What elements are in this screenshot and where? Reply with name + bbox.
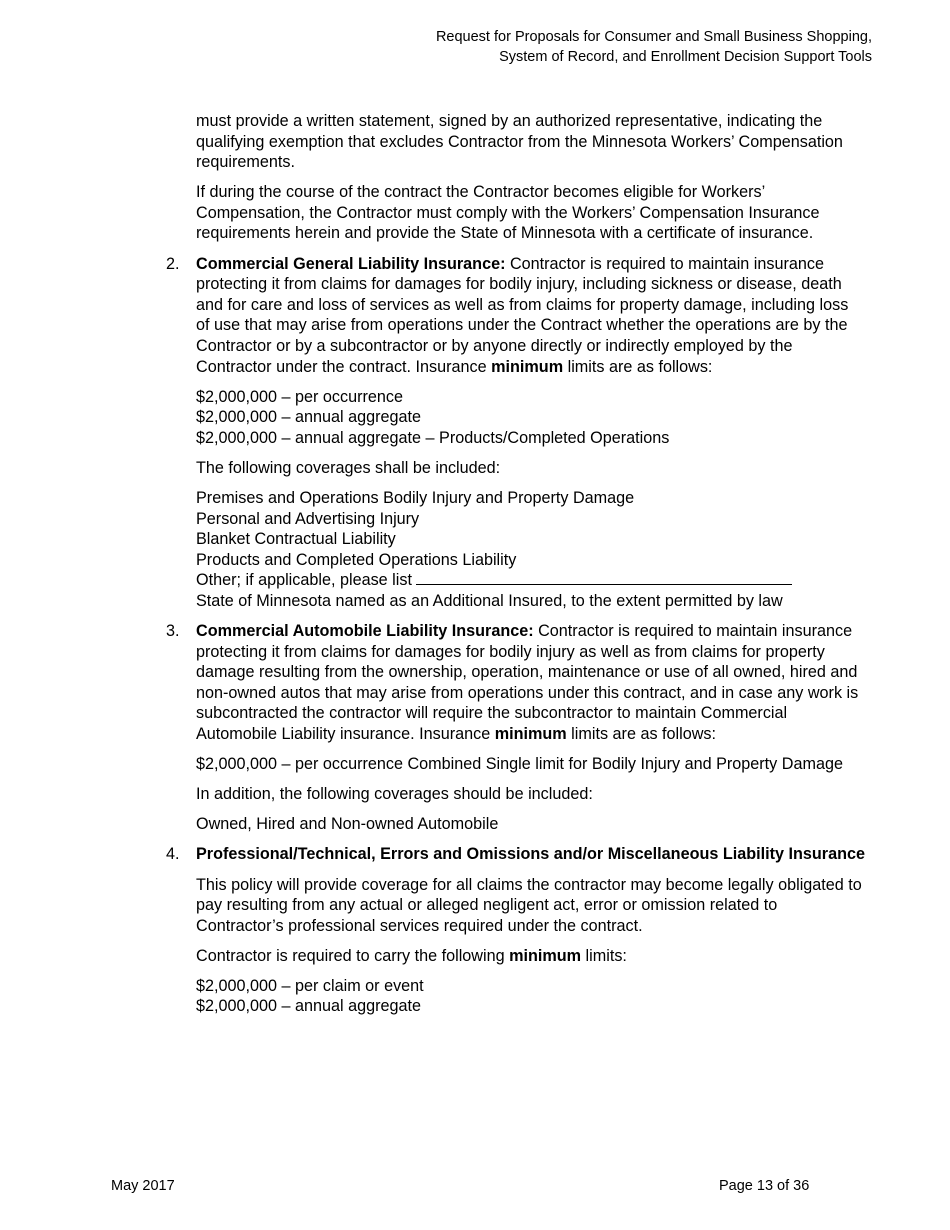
other-coverage-line	[196, 570, 866, 591]
item-title: Commercial Automobile Liability Insurance:	[196, 622, 534, 641]
item-paragraph	[196, 254, 866, 378]
limits-list	[196, 976, 866, 1017]
header-line-2: System of Record, and Enrollment Decision Support Tools	[499, 49, 872, 65]
other-label: Other; if applicable, please list	[196, 571, 417, 590]
item-number: 3.	[166, 622, 180, 641]
item-title: Professional/Technical, Errors and Omissions and/or Miscellaneous Liability Insurance	[196, 845, 865, 864]
item-body-text: Contractor is required to maintain insurance protecting it from claims for damages for bodily injury, including sickness or disease, death and for care and loss of services as well as from claims for property damage, including loss of use that may arise from operations under the Contract whether the operations are by the Contractor or by a subcontractor or by anyone directly or indirectly employed by the Contractor under the contract. Insurance	[196, 254, 849, 376]
minimum-emphasis: minimum	[494, 725, 567, 744]
footer-date: May 2017	[111, 1178, 175, 1194]
item-title-paragraph	[196, 844, 866, 865]
limits-intro-text-end: limits:	[581, 946, 627, 965]
coverage-line: Premises and Operations Bodily Injury and Property Damage	[196, 489, 635, 507]
coverage-line: Products and Completed Operations Liability	[196, 550, 517, 569]
header-line-1: Request for Proposals for Consumer and Small Business Shopping,	[435, 29, 872, 45]
footer-page-number: Page 13 of 36	[719, 1178, 810, 1194]
minimum-emphasis: minimum	[491, 357, 564, 376]
limit-line: $2,000,000 – per occurrence	[196, 387, 403, 406]
coverage-line: State of Minnesota named as an Additional Insured, to the extent permitted by law	[196, 591, 783, 610]
limit-line: $2,000,000 – annual aggregate – Products/Completed Operations	[196, 428, 670, 447]
limit-line: $2,000,000 – annual aggregate	[196, 408, 422, 427]
item-paragraph	[196, 621, 866, 745]
fill-in-blank[interactable]	[416, 570, 792, 585]
item-body-text: Contractor is required to maintain insurance protecting it from claims for damages for bodily injury as well as from claims for property damage resulting from the ownership, operation, maintenance or use of all owned, hired and non-owned autos that may arise from operations under this contract, and in case any work is subcontracted the contractor will require the subcontractor to maintain Commercial Automobile Liability insurance. Insurance	[196, 622, 859, 744]
limits-list	[196, 387, 866, 449]
limits-intro-text: Contractor is required to carry the following	[196, 946, 510, 965]
list-item-professional-liability	[166, 844, 866, 1017]
minimum-emphasis: minimum	[509, 946, 582, 965]
limits-intro	[196, 946, 866, 967]
intro-paragraph-2: If during the course of the contract the Contractor becomes eligible for Workers’ Compensation, the Contractor must comply with the Workers’ Compensation Insurance requirements herein and provide the State of Minnesota with a certificate of insurance.	[196, 183, 820, 243]
item-number: 2.	[166, 254, 180, 273]
item-body-text-end: limits are as follows:	[563, 357, 713, 376]
item-body-text-end: limits are as follows:	[566, 725, 717, 744]
item-title: Commercial General Liability Insurance:	[196, 254, 506, 273]
page-header	[436, 27, 872, 67]
coverage-list	[196, 488, 866, 612]
limit-line: $2,000,000 – annual aggregate	[196, 997, 422, 1016]
document-body	[166, 111, 866, 1027]
coverage-line: Blanket Contractual Liability	[196, 530, 396, 549]
item-body-paragraph: This policy will provide coverage for all claims the contractor may become legally obligated to pay resulting from any actual or alleged negligent act, error or omission related to Contractor’s professional services required under the contract.	[196, 875, 862, 935]
limit-line: $2,000,000 – per claim or event	[196, 976, 424, 995]
coverage-line: Owned, Hired and Non-owned Automobile	[196, 815, 499, 834]
coverage-intro: In addition, the following coverages should be included:	[196, 785, 593, 804]
intro-paragraph-1: must provide a written statement, signed by an authorized representative, indicating the qualifying exemption that excludes Contractor from the Minnesota Workers’ Compensation requirements.	[196, 112, 843, 172]
coverage-line: Personal and Advertising Injury	[196, 509, 420, 528]
limit-line: $2,000,000 – per occurrence Combined Single limit for Bodily Injury and Property Damage	[196, 755, 843, 774]
item-number: 4.	[166, 845, 180, 864]
list-item-general-liability	[166, 254, 866, 612]
list-item-automobile-liability	[166, 621, 866, 835]
coverage-intro: The following coverages shall be included:	[196, 458, 501, 477]
